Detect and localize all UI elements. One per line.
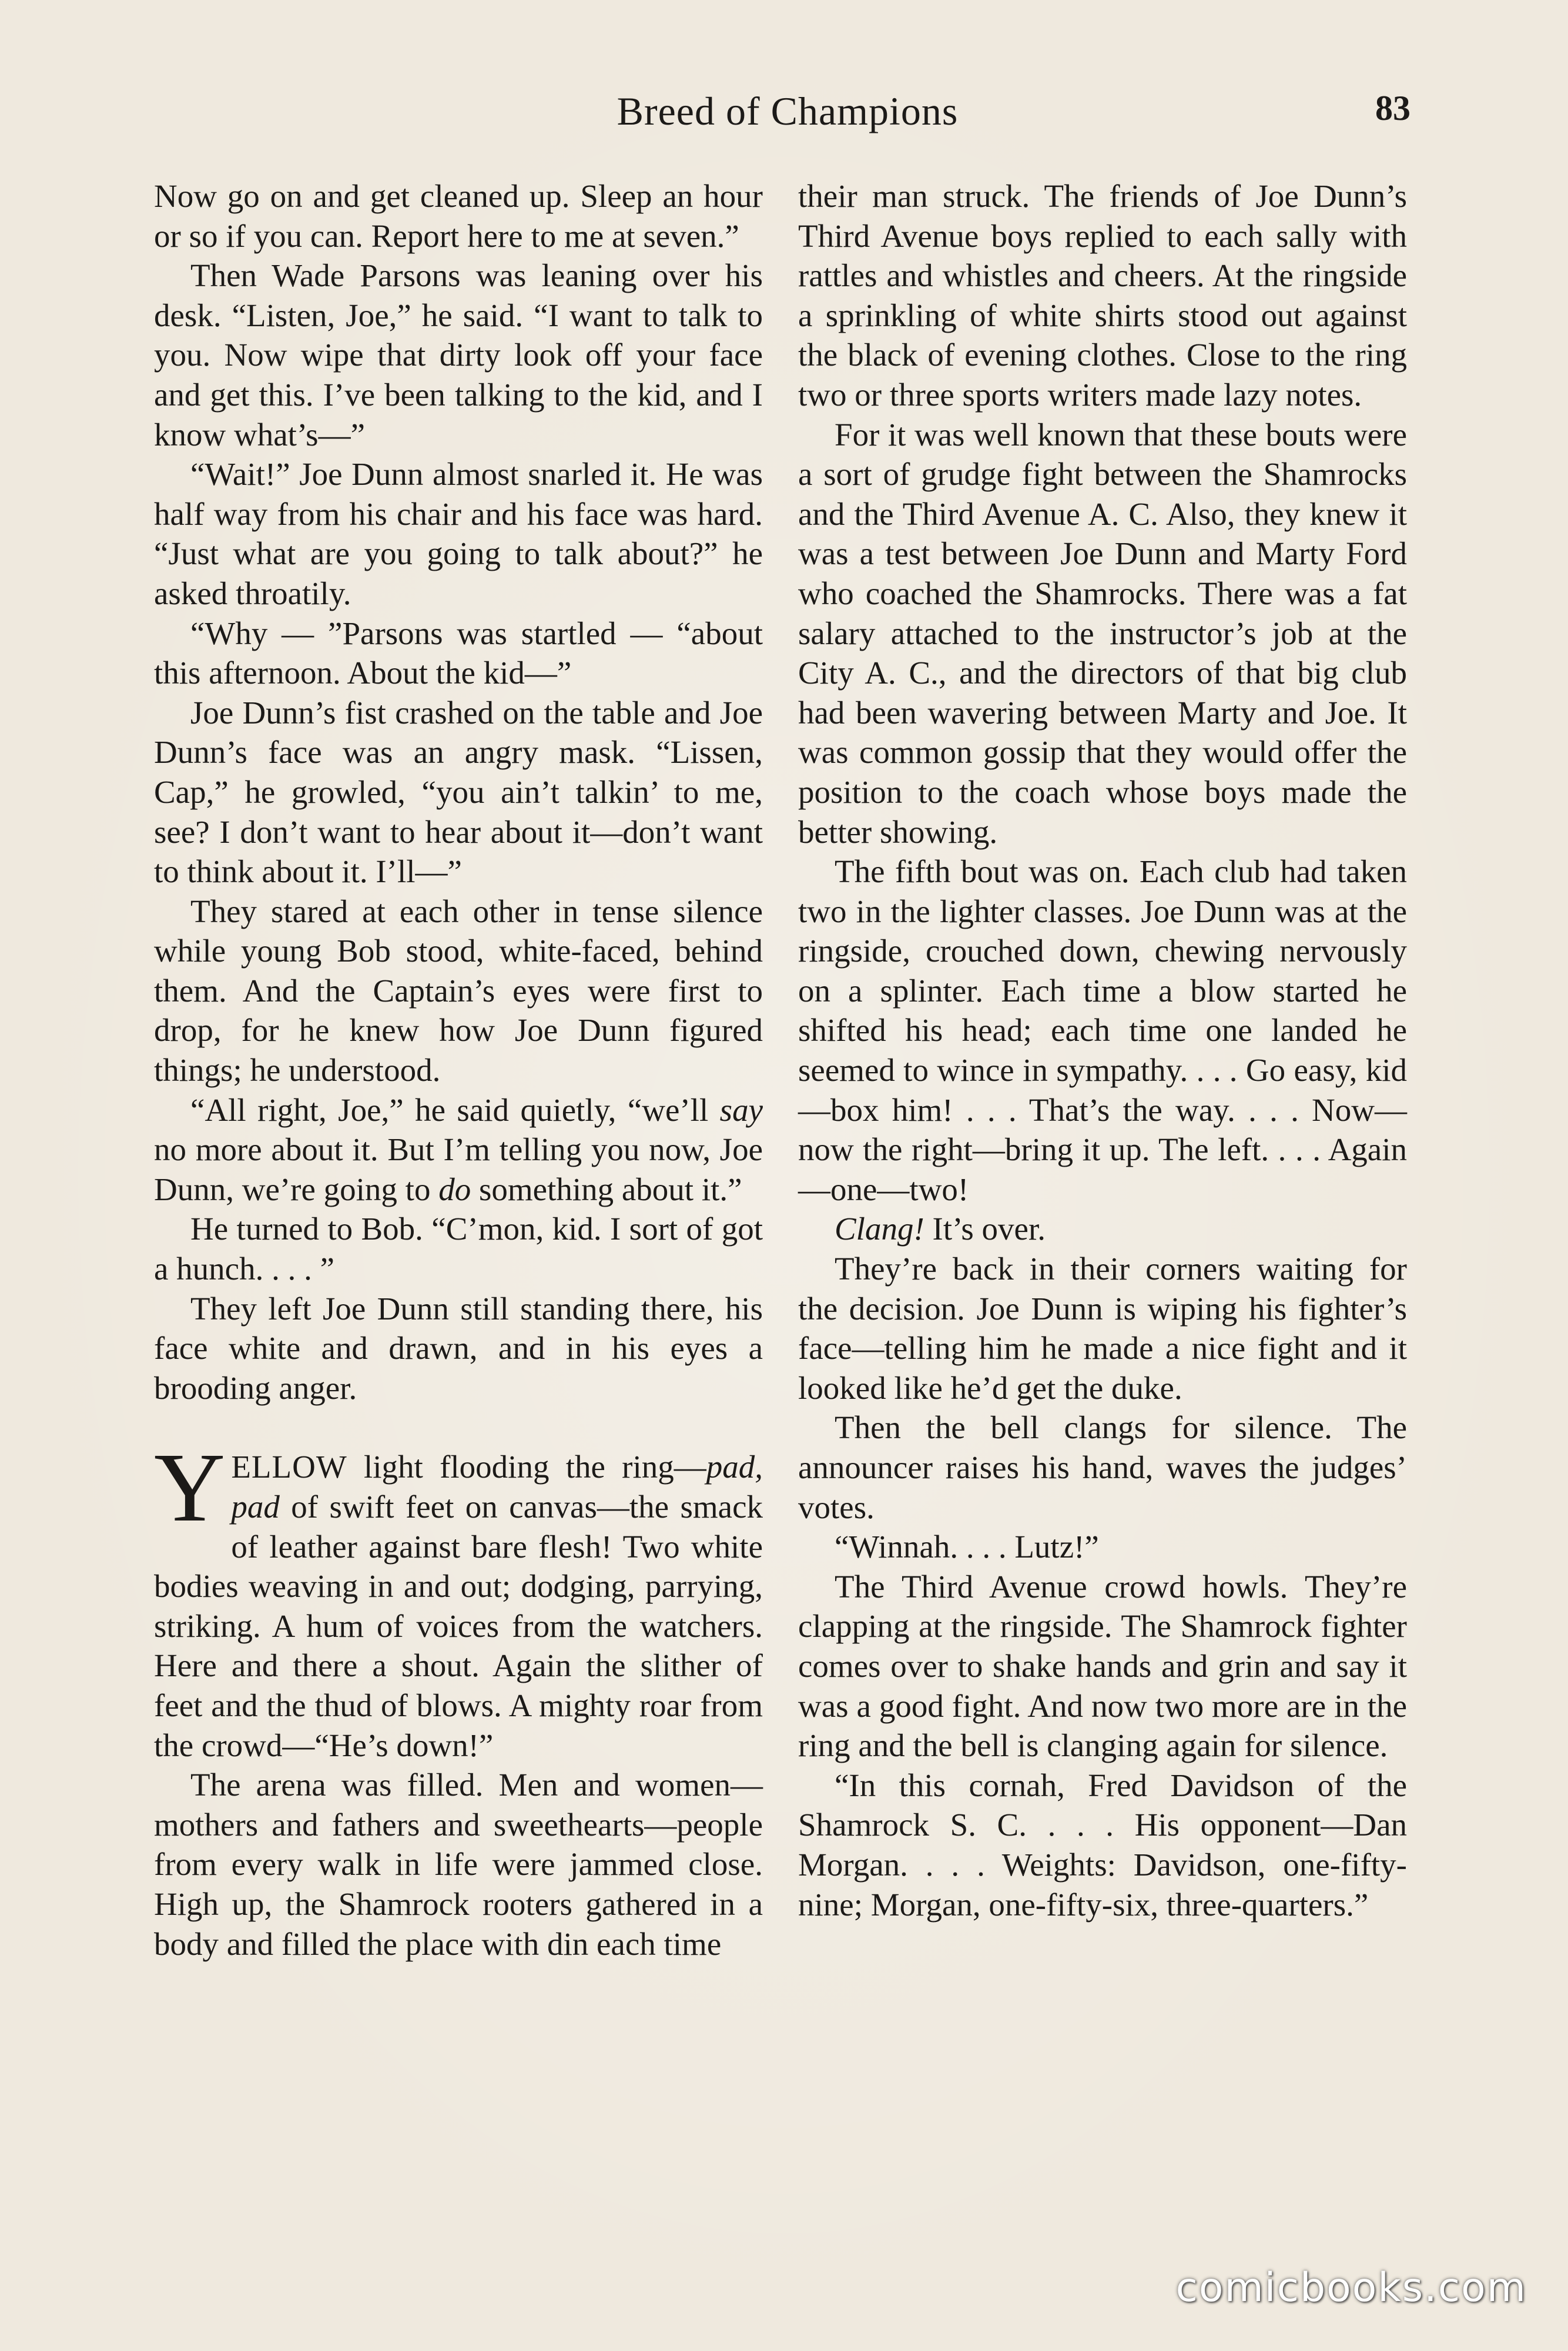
site-watermark: comicbooks.com [1175,2265,1527,2311]
italic-text: do [438,1171,471,1207]
paragraph: Now go on and get cleaned up. Sleep an hour or so if you can. Report here to me at seven.” [154,178,763,254]
paragraph [798,1209,1407,1249]
paragraph: The fifth bout was on. Each club had taken two in the lighter classes. Joe Dunn was at the ringside, crouched down, chewing nervously on a splinter. Each time a blow started he shifted his head; each time one landed he seemed to wince in sympathy. . . . Go easy, kid—box him! . . . That’s the way. . . . Now—now the right—bring it up. The left. . . . Again—one—two! [798,853,1407,1207]
paragraph: They’re back in their corners waiting for the decision. Joe Dunn is wiping his fighter’s face—telling him he made a nice fight and it looked like he’d get the duke. [798,1251,1407,1406]
paragraph: The arena was filled. Men and women—mothers and fathers and sweethearts—people from every walk in life were jammed close. High up, the Shamrock rooters gathered in a body and filled the place with din each time [154,1767,763,1962]
paragraph: Then the bell clangs for silence. The announcer raises his hand, waves the judges’ votes. [798,1409,1407,1525]
paragraph: their man struck. The friends of Joe Dunn’s Third Avenue boys replied to each sally with rattles and whistles and cheers. At the ringside a sprinkling of white shirts stood out against the black of evening clothes. Close to the ring two or three sports writers made lazy notes. [798,178,1407,413]
paragraph: He turned to Bob. “C’mon, kid. I sort of got a hunch. . . . ” [154,1211,763,1287]
small-caps-text: ELLOW [231,1449,347,1485]
page-number: 83 [1375,89,1410,128]
drop-cap: Y [154,1433,226,1543]
text-run: “All right, Joe,” he said quietly, “we’ll [190,1091,720,1128]
italic-text: Clang! [835,1211,924,1247]
text-run: light flooding the ring— [347,1449,706,1485]
paragraph: “Why — ”Parsons was startled — “about this afternoon. About the kid—” [154,615,763,691]
paragraph: The Third Avenue crowd howls. They’re clapping at the ringside. The Shamrock fighter comes over to shake hands and grin and say it was a good fight. And now two more are in the ring and the bell is clanging again for silence. [798,1568,1407,1764]
paragraph: “In this cornah, Fred Davidson of the Shamrock S. C. . . . His opponent—Dan Morgan. . . . Weights: Davidson, one-fifty-nine; Morgan, one-fifty-six, three-quarters.” [798,1767,1407,1923]
paragraph: “Wait!” Joe Dunn almost snarled it. He was half way from his chair and his face was hard. “Just what are you going to talk about?” he asked throatily. [154,456,763,611]
paragraph: For it was well known that these bouts were a sort of grudge fight between the Shamrocks and the Third Avenue A. C. Also, they knew it was a test between Joe Dunn and Marty Ford who coached the Shamrocks. There was a fat salary attached to the instructor’s job at the City A. C., and the directors of that big club had been wavering between Marty and Joe. It was common gossip that they would offer the position to the coach whose boys made the better showing. [798,416,1407,850]
paragraph: “Winnah. . . . Lutz!” [835,1529,1099,1565]
paragraph [154,1090,763,1210]
italic-text: pad, pad [231,1449,763,1525]
right-column [798,176,1407,1924]
text-run: something about it.” [471,1171,742,1207]
paragraph: Joe Dunn’s fist crashed on the table and Joe Dunn’s face was an angry mask. “Lissen, Cap,” he growled, “you ain’t talkin’ to me, see? I don’t want to hear about it—don’t want to think about it. I’ll—” [154,694,763,890]
running-head-title: Breed of Champions [617,89,959,133]
paragraph: They left Joe Dunn still standing there, his face white and drawn, and in his eyes a brooding anger. [154,1290,763,1406]
paragraph: Then Wade Parsons was leaning over his desk. “Listen, Joe,” he said. “I want to talk to you. Now wipe that dirty look off your face and get this. I’ve been talking to the kid, and I know what’s—” [154,257,763,453]
text-run: no more about it. But I’m telling you now, Joe Dunn, we’re going to [154,1131,763,1207]
left-column [154,176,763,1964]
italic-text: say [719,1091,763,1128]
text-run: It’s over. [924,1211,1046,1247]
section-opening-paragraph [154,1433,763,1765]
text-run: of swift feet on canvas—the smack of leather against bare flesh! Two white bodies weaving in and out; dodging, parrying, striking. A hum of voices from the watchers. Here and there a shout. Again the slither of feet and the thud of blows. A mighty roar from the crowd—“He’s down!” [154,1489,763,1763]
paragraph: They stared at each other in tense silence while young Bob stood, white-faced, behind them. And the Captain’s eyes were first to drop, for he knew how Joe Dunn figured things; he understood. [154,893,763,1089]
